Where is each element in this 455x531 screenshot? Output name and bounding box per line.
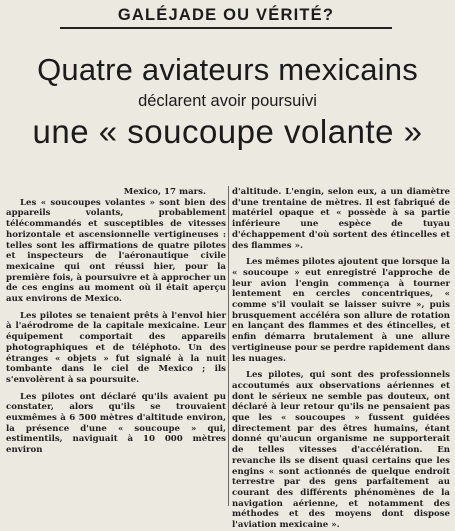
paragraph-1: Les « soucoupes volantes » sont bien des appareils volants, probablement télécommandés et susceptibles de vitesses horizontale et ascensionnelle vertigineuses : telles sont les affirmations de quatre pilotes et inspecteurs de l'aéronautique civile mexicaine qui ont réussi hier, pour la première fois, à poursuivre et à approcher un de ces engins au moment où il était aperçu aux environs de Mexico. xyxy=(6,197,226,305)
paragraph-5: Les pilotes, qui sont des professionnels accoutumés aux observations aériennes et dont le sérieux ne semble pas douteux, ont déclaré à leur retour qu'ils ne pensaient pas que les « soucoupes » fussent guidées directement par des êtres humains, étant donné qu'aucun organisme ne supporterait de telles vitesses d'accélération. En revanche ils se disent quasi certains que les engins « sont actionnés de quelque endroit terrestre par des gens parfaitement au courant des différents phénomènes de la navigation aérienne, et notamment des méthodes et des moyens dont dispose l'aviation mexicaine ». xyxy=(232,370,450,531)
paragraph-3: Les pilotes ont déclaré qu'ils avaient pu constater, alors qu'ils se trouvaient euxmêmes à 6 500 mètres d'altitude environ, la présence d'une « soucoupe » qui, estimentils, naviguait à 10 000 mètres environ xyxy=(6,391,226,456)
headline-line-2: une « soucoupe volante » xyxy=(32,113,423,150)
paragraph-2: Les pilotes se tenaient prêts à l'envol hier à l'aérodrome de la capitale mexicaine. Leur équipement comportait des appareils photographiques et de téléphoto. Un des étranges « objets » fut signalé à la nuit tombante dans le ciel de Mexico ; ils s'envolèrent à sa poursuite. xyxy=(6,310,226,385)
article-column-2 xyxy=(232,187,450,531)
paragraph-4: Les mêmes pilotes ajoutent que lorsque la « soucoupe » eut enregistré l'approche de leur avion l'engin commença à tourner lentement en cercles concentriques, « comme s'il voulait se laisser suivre », puis brusquement accéléra son allure de rotation en lançant des flammes et des étincelles, et enfin démarra brutalement à une allure vertigineuse pour se perdre rapidement dans les nuages. xyxy=(232,257,450,364)
kicker-heading: GALÉJADE OU VÉRITÉ? xyxy=(60,6,392,29)
column-divider xyxy=(228,186,229,506)
deck-subheadline: déclarent avoir poursuivi xyxy=(138,92,317,110)
dateline: Mexico, 17 mars. xyxy=(123,187,206,197)
headline-line-1: Quatre aviateurs mexicains xyxy=(37,52,418,87)
paragraph-3-continued: d'altitude. L'engin, selon eux, a un diamètre d'une trentaine de mètres. Il est fabriqué de matériel opaque et « possède à sa partie inférieure une espèce de tuyau d'échappement d'où sortent des étincelles et des flammes ». xyxy=(232,187,450,251)
article-column-1 xyxy=(6,187,226,456)
